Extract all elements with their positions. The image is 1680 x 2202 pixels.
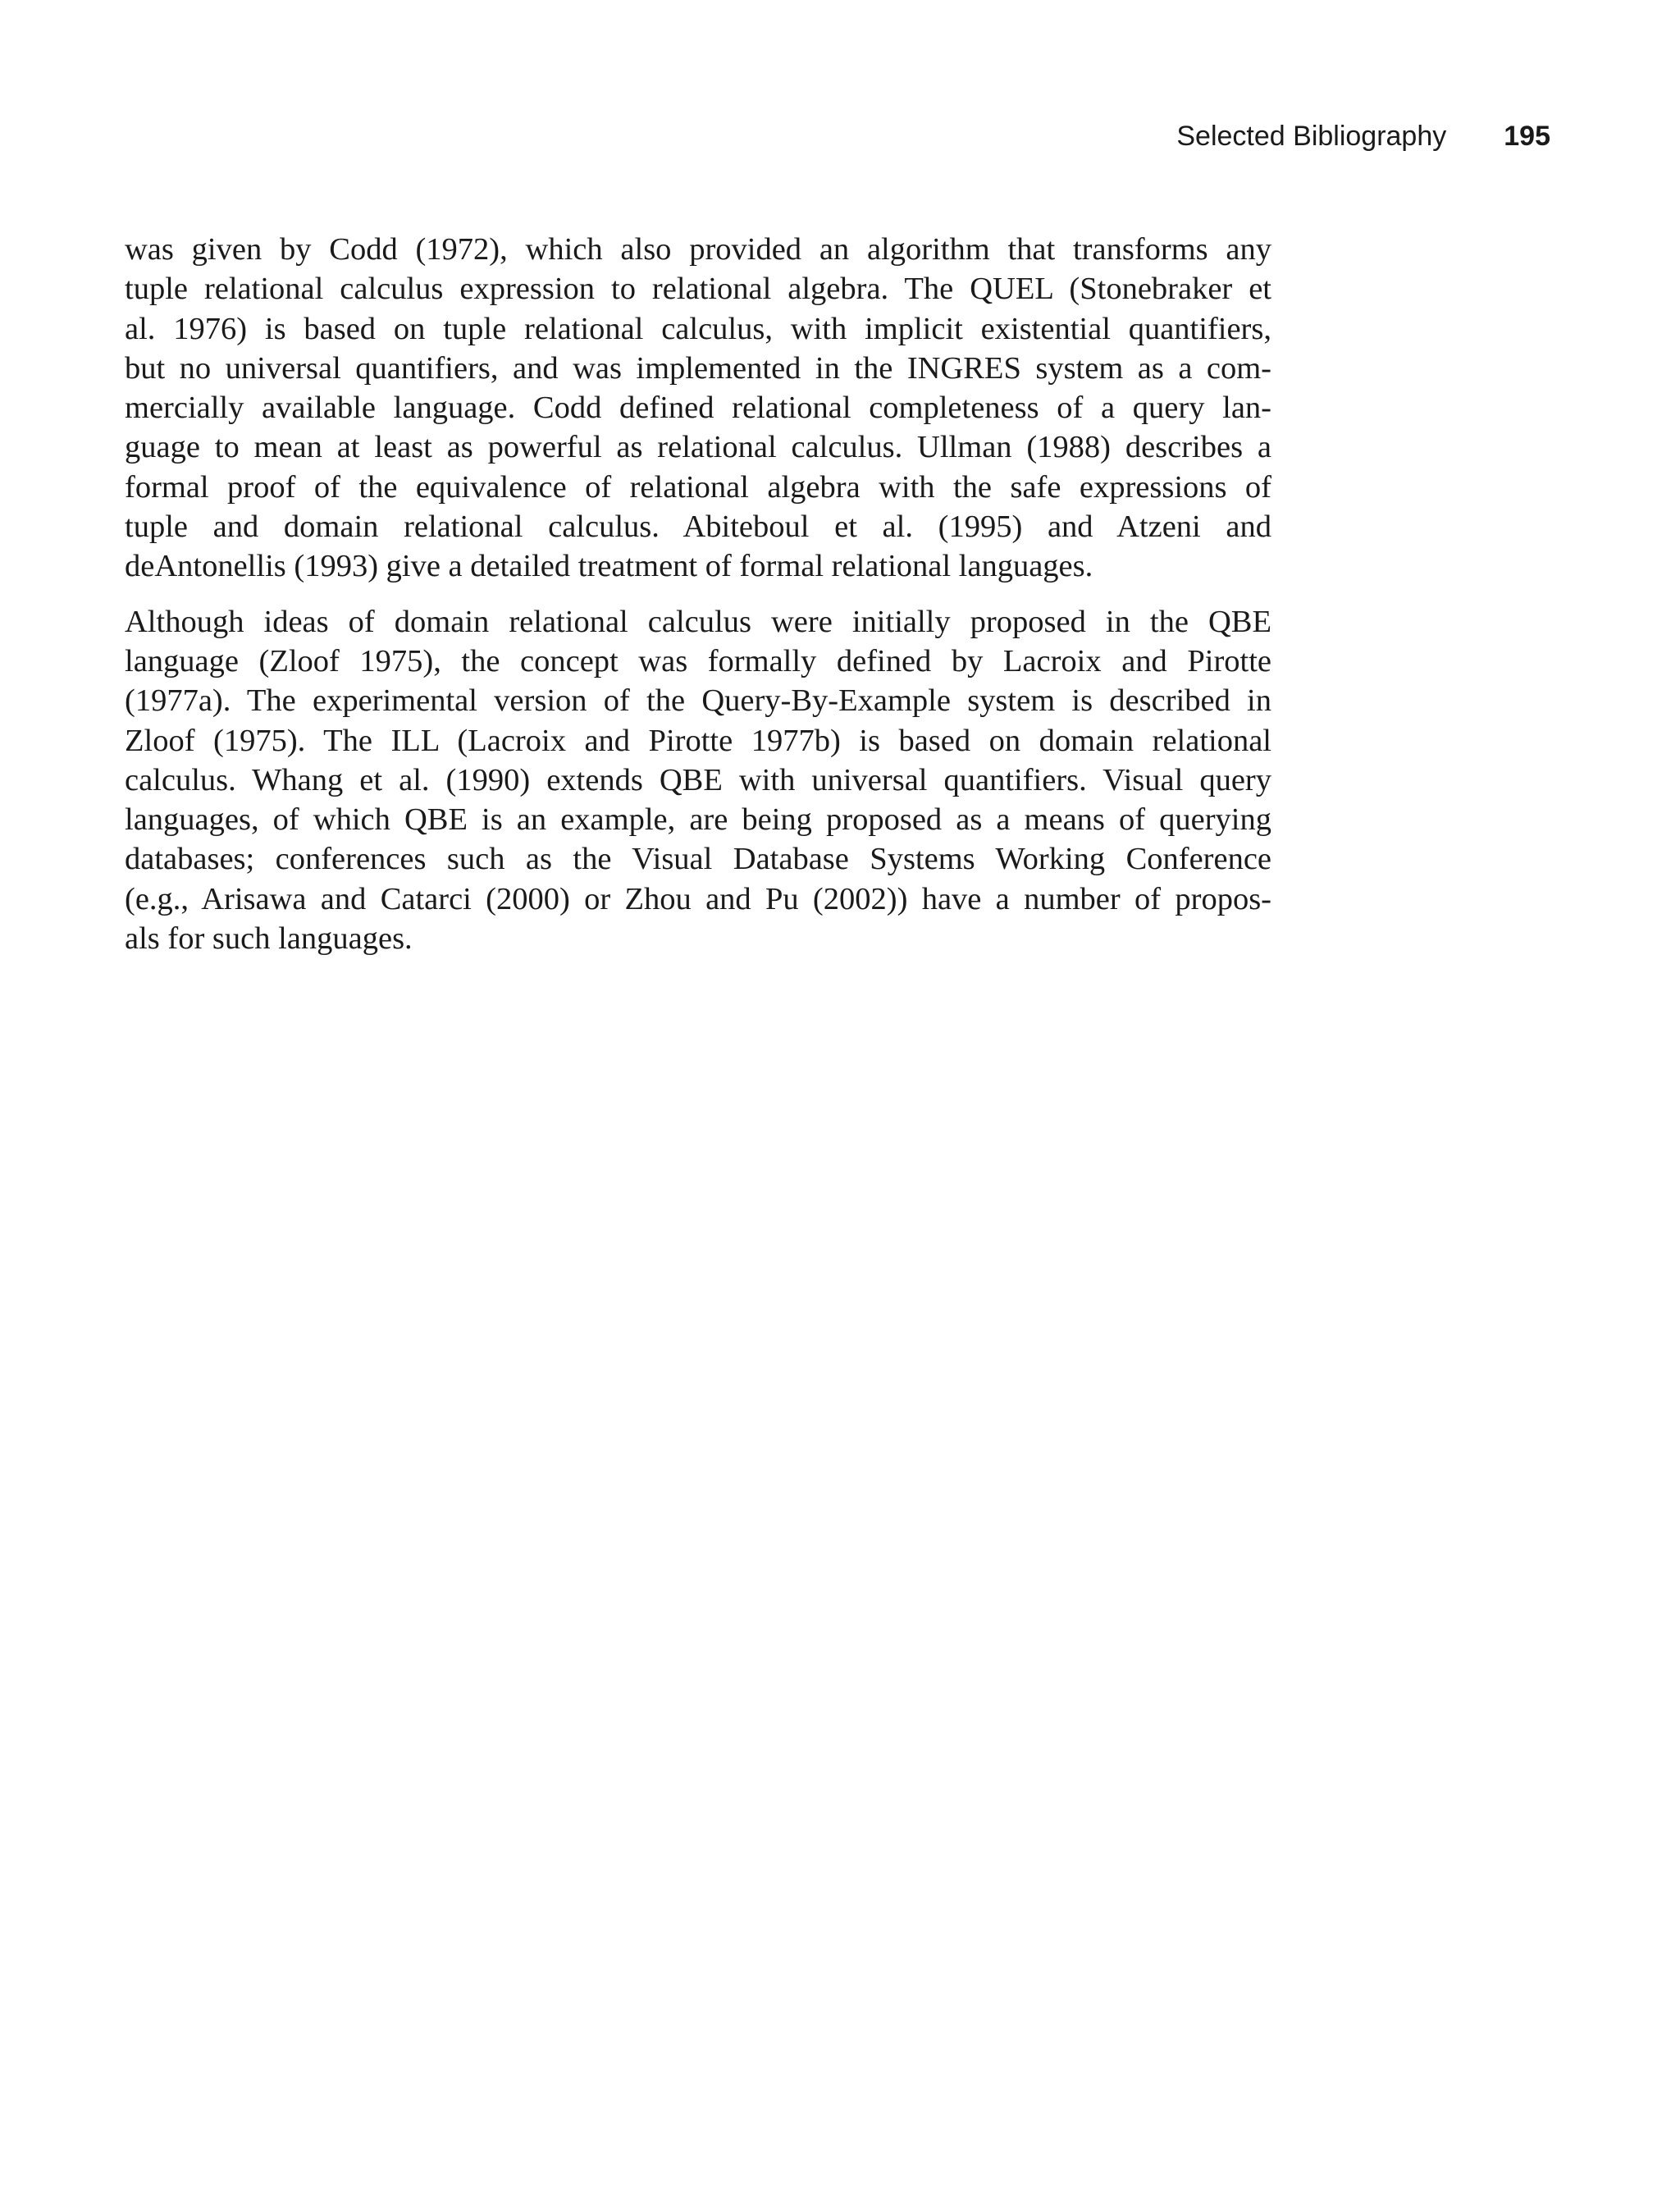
paragraph <box>125 602 1271 959</box>
text-line: (1977a). The experimental version of the Query-By-Example system is described in <box>125 683 1271 719</box>
paragraph <box>125 230 1271 587</box>
text-line: Zloof (1975). The ILL (Lacroix and Pirotte 1977b) is based on domain relational <box>125 723 1271 758</box>
text-line: databases; conferences such as the Visual Database Systems Working Conference <box>125 842 1271 877</box>
text-line: formal proof of the equivalence of relational algebra with the safe expressions of <box>125 469 1271 505</box>
text-line: deAntonellis (1993) give a detailed treatment of formal relational languages. <box>125 549 1093 584</box>
text-line: tuple and domain relational calculus. Abiteboul et al. (1995) and Atzeni and <box>125 509 1271 545</box>
text-line: mercially available language. Codd defined relational completeness of a query lan- <box>125 391 1271 426</box>
text-line: (e.g., Arisawa and Catarci (2000) or Zhou and Pu (2002)) have a number of propos- <box>125 881 1271 916</box>
running-head <box>1176 120 1550 153</box>
text-line: language (Zloof 1975), the concept was formally defined by Lacroix and Pirotte <box>125 643 1271 678</box>
text-line: was given by Codd (1972), which also provided an algorithm that transforms any <box>125 232 1271 267</box>
body-text <box>125 230 1271 958</box>
text-line: guage to mean at least as powerful as relational calculus. Ullman (1988) describes a <box>125 430 1271 465</box>
text-line: tuple relational calculus expression to relational algebra. The QUEL (Stonebraker et <box>125 272 1271 307</box>
text-line: Although ideas of domain relational calculus were initially proposed in the QBE <box>125 604 1271 639</box>
text-line: calculus. Whang et al. (1990) extends QBE with universal quantifiers. Visual query <box>125 762 1271 797</box>
text-line: but no universal quantifiers, and was implemented in the INGRES system as a com- <box>125 350 1271 386</box>
text-line: languages, of which QBE is an example, are being proposed as a means of querying <box>125 802 1271 838</box>
text-line: al. 1976) is based on tuple relational calculus, with implicit existential quantifiers, <box>125 311 1271 346</box>
page-number: 195 <box>1504 121 1550 152</box>
running-head-section-title: Selected Bibliography <box>1176 121 1447 152</box>
text-line: als for such languages. <box>125 921 413 957</box>
